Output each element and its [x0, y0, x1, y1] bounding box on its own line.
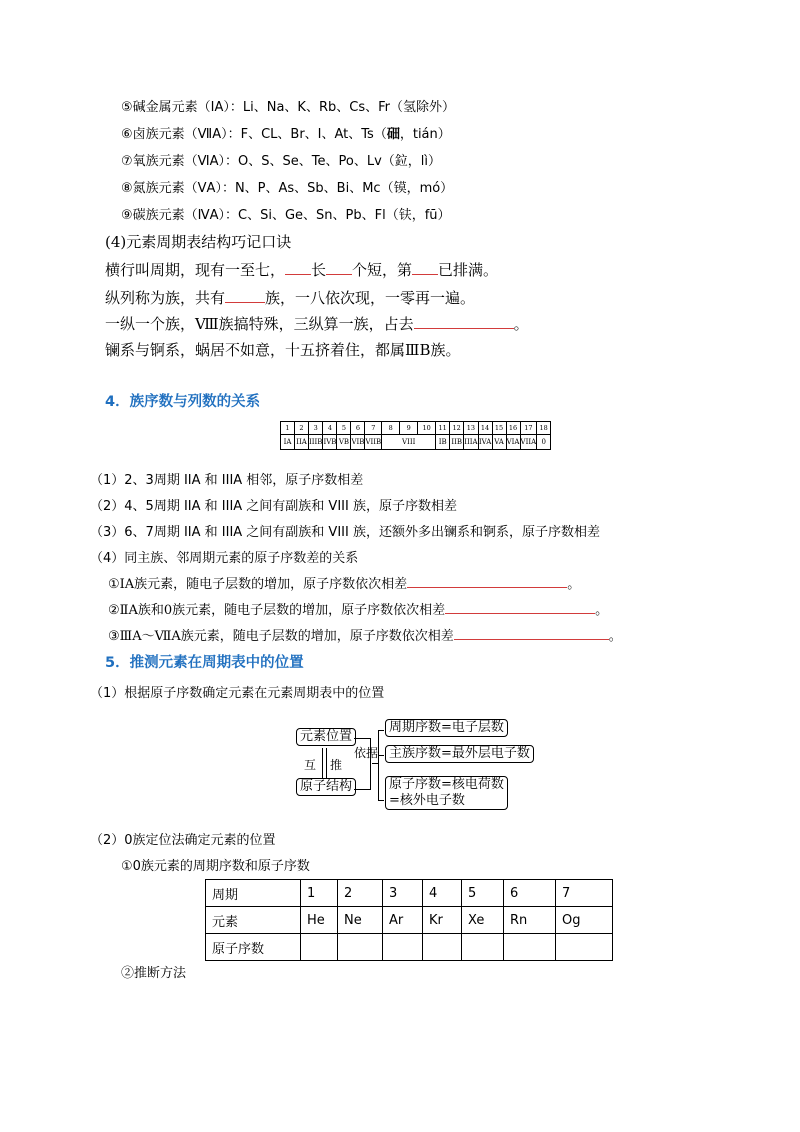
period-2: 2: [338, 880, 383, 907]
family-oxygen: ⑦氧族元素（ⅥA）：O、S、Se、Te、Po、Lv（鉝，lì）: [121, 154, 441, 169]
element-he: He: [301, 907, 338, 934]
section-5-sub-1: ①0族元素的周期序数和原子序数: [121, 859, 310, 874]
section-4-heading: 4．族序数与列数的关系: [105, 394, 261, 410]
group-viia: VIIA: [520, 435, 537, 450]
group-ivb: IVB: [323, 435, 337, 450]
atomic-number-cell-2[interactable]: [338, 934, 383, 961]
box-element-position: 元素位置: [296, 728, 356, 746]
element-kr: Kr: [423, 907, 462, 934]
mnemonic-line-1: 横行叫周期，现有一至七， 长 个短，第 已排满。: [105, 261, 499, 279]
tennessine-char: 鿬: [386, 127, 400, 142]
blank-iiia-viia-difference[interactable]: [454, 626, 609, 640]
box-period-rule: 周期序数=电子层数: [385, 719, 508, 737]
column-13: 13: [464, 422, 478, 435]
group-ia: IA: [281, 435, 295, 450]
mnemonic-title: (4)元素周期表结构巧记口诀: [105, 233, 292, 251]
brace-middle: [378, 755, 384, 756]
brace-vertical: [378, 730, 379, 800]
section-4-item-2: （2）4、5周期 IIA 和 IIIA 之间有副族和 VIII 族，原子序数相差: [90, 499, 457, 514]
period-3: 3: [383, 880, 423, 907]
column-7: 7: [365, 422, 382, 435]
blank-ia-difference[interactable]: [407, 574, 567, 588]
column-14: 14: [478, 422, 492, 435]
noble-gas-table: [205, 879, 613, 961]
column-6: 6: [351, 422, 365, 435]
blank-viii-columns[interactable]: [414, 313, 514, 329]
group-viib: VIIB: [365, 435, 382, 450]
column-17: 17: [520, 422, 537, 435]
column-15: 15: [492, 422, 506, 435]
group-vib: VIB: [351, 435, 365, 450]
blank-short-count[interactable]: [326, 259, 352, 275]
column-8: 8: [382, 422, 400, 435]
header-atomic-number: 原子序数: [206, 934, 301, 961]
group-ib: IB: [436, 435, 450, 450]
sub-item-3: ③ⅢA～ⅦA族元素，随电子层数的增加，原子序数依次相差 。: [108, 625, 622, 644]
atomic-number-cell-6[interactable]: [504, 934, 556, 961]
section-5-heading: 5．推测元素在周期表中的位置: [105, 655, 304, 671]
group-iva: IVA: [478, 435, 492, 450]
connector-top: [354, 738, 370, 739]
group-viii: VIII: [382, 435, 436, 450]
column-12: 12: [450, 422, 464, 435]
group-0: 0: [537, 435, 551, 450]
atomic-number-cell-1[interactable]: [301, 934, 338, 961]
column-18: 18: [537, 422, 551, 435]
period-7: 7: [556, 880, 613, 907]
family-carbon: ⑨碳族元素（ⅣA）：C、Si、Ge、Sn、Pb、Fl（𫓧，fū）: [121, 208, 451, 223]
section-5-item-2: （2）0族定位法确定元素的位置: [90, 833, 276, 848]
arrow-down-line: [326, 748, 327, 778]
column-4: 4: [323, 422, 337, 435]
column-1: 1: [281, 422, 295, 435]
period-1: 1: [301, 880, 338, 907]
column-5: 5: [337, 422, 351, 435]
mnemonic-line-2: 纵列称为族，共有 族，一八依次现，一零再一遍。: [105, 289, 476, 307]
blank-group-count[interactable]: [225, 287, 265, 303]
section-4-item-1: （1）2、3周期 IIA 和 IIIA 相邻，原子序数相差: [90, 473, 364, 488]
group-iiib: IIIB: [309, 435, 323, 450]
column-16: 16: [506, 422, 520, 435]
period-4: 4: [423, 880, 462, 907]
header-element: 元素: [206, 907, 301, 934]
blank-long-count[interactable]: [285, 259, 311, 275]
group-column-table: [280, 421, 551, 450]
period-6: 6: [504, 880, 556, 907]
element-ar: Ar: [383, 907, 423, 934]
label-infer: 推: [330, 758, 343, 772]
header-period: 周期: [206, 880, 301, 907]
atomic-number-cell-4[interactable]: [423, 934, 462, 961]
element-rn: Rn: [504, 907, 556, 934]
column-3: 3: [309, 422, 323, 435]
element-ne: Ne: [338, 907, 383, 934]
atomic-number-cell-7[interactable]: [556, 934, 613, 961]
brace-bottom: [378, 800, 384, 801]
group-iib: IIB: [450, 435, 464, 450]
box-atomic-structure: 原子结构: [296, 778, 356, 796]
group-name-row: [281, 435, 551, 450]
family-halogen: ⑥卤族元素（ⅦA）：F、CL、Br、I、At、Ts（鿬，tián）: [121, 127, 451, 142]
element-og: Og: [556, 907, 613, 934]
column-2: 2: [295, 422, 309, 435]
box-atomic-number-rule: 原子序数=核电荷数 =核外电子数: [385, 776, 508, 810]
row-period: [206, 880, 613, 907]
column-number-row: [281, 422, 551, 435]
period-5: 5: [462, 880, 504, 907]
sub-item-2: ②ⅡA族和0族元素，随电子层数的增加，原子序数依次相差 。: [108, 599, 608, 618]
family-alkali: ⑤碱金属元素（ⅠA）：Li、Na、K、Rb、Cs、Fr（氢除外）: [121, 100, 455, 115]
connector-bottom: [354, 789, 370, 790]
mnemonic-line-4: 镧系与锕系，蜗居不如意，十五挤着住，都属ⅢB族。: [105, 341, 461, 359]
element-xe: Xe: [462, 907, 504, 934]
brace-top: [378, 730, 384, 731]
box-main-group-rule: 主族序数=最外层电子数: [385, 745, 534, 763]
section-5-sub-2: ②推断方法: [121, 966, 187, 981]
group-vb: VB: [337, 435, 351, 450]
column-10: 10: [418, 422, 436, 435]
blank-iia-0-difference[interactable]: [445, 600, 595, 614]
column-9: 9: [400, 422, 418, 435]
column-11: 11: [436, 422, 450, 435]
blank-period-number[interactable]: [412, 259, 438, 275]
sub-item-1: ①ⅠA族元素，随电子层数的增加，原子序数依次相差 。: [108, 573, 580, 592]
row-element: [206, 907, 613, 934]
section-4-item-3: （3）6、7周期 IIA 和 IIIA 之间有副族和 VIII 族，还额外多出镧系和锕系，原子序数相差: [90, 525, 600, 540]
arrow-up-line: [322, 748, 323, 778]
group-via: VIA: [506, 435, 520, 450]
group-iia: IIA: [295, 435, 309, 450]
row-atomic-number: [206, 934, 613, 961]
atomic-number-cell-5[interactable]: [462, 934, 504, 961]
label-mutual: 互: [304, 758, 317, 772]
mnemonic-line-3: 一纵一个族，Ⅷ族搞特殊，三纵算一族，占去 。: [105, 315, 529, 333]
family-nitrogen: ⑧氮族元素（ⅤA）：N、P、As、Sb、Bi、Mc（镆，mó）: [121, 181, 454, 196]
atomic-number-cell-3[interactable]: [383, 934, 423, 961]
group-va: VA: [492, 435, 506, 450]
label-basis: 依据: [354, 746, 379, 760]
section-4-item-4: （4）同主族、邻周期元素的原子序数差的关系: [90, 551, 359, 566]
section-5-item-1: （1）根据原子序数确定元素在元素周期表中的位置: [90, 686, 385, 701]
group-iiia: IIIA: [464, 435, 478, 450]
